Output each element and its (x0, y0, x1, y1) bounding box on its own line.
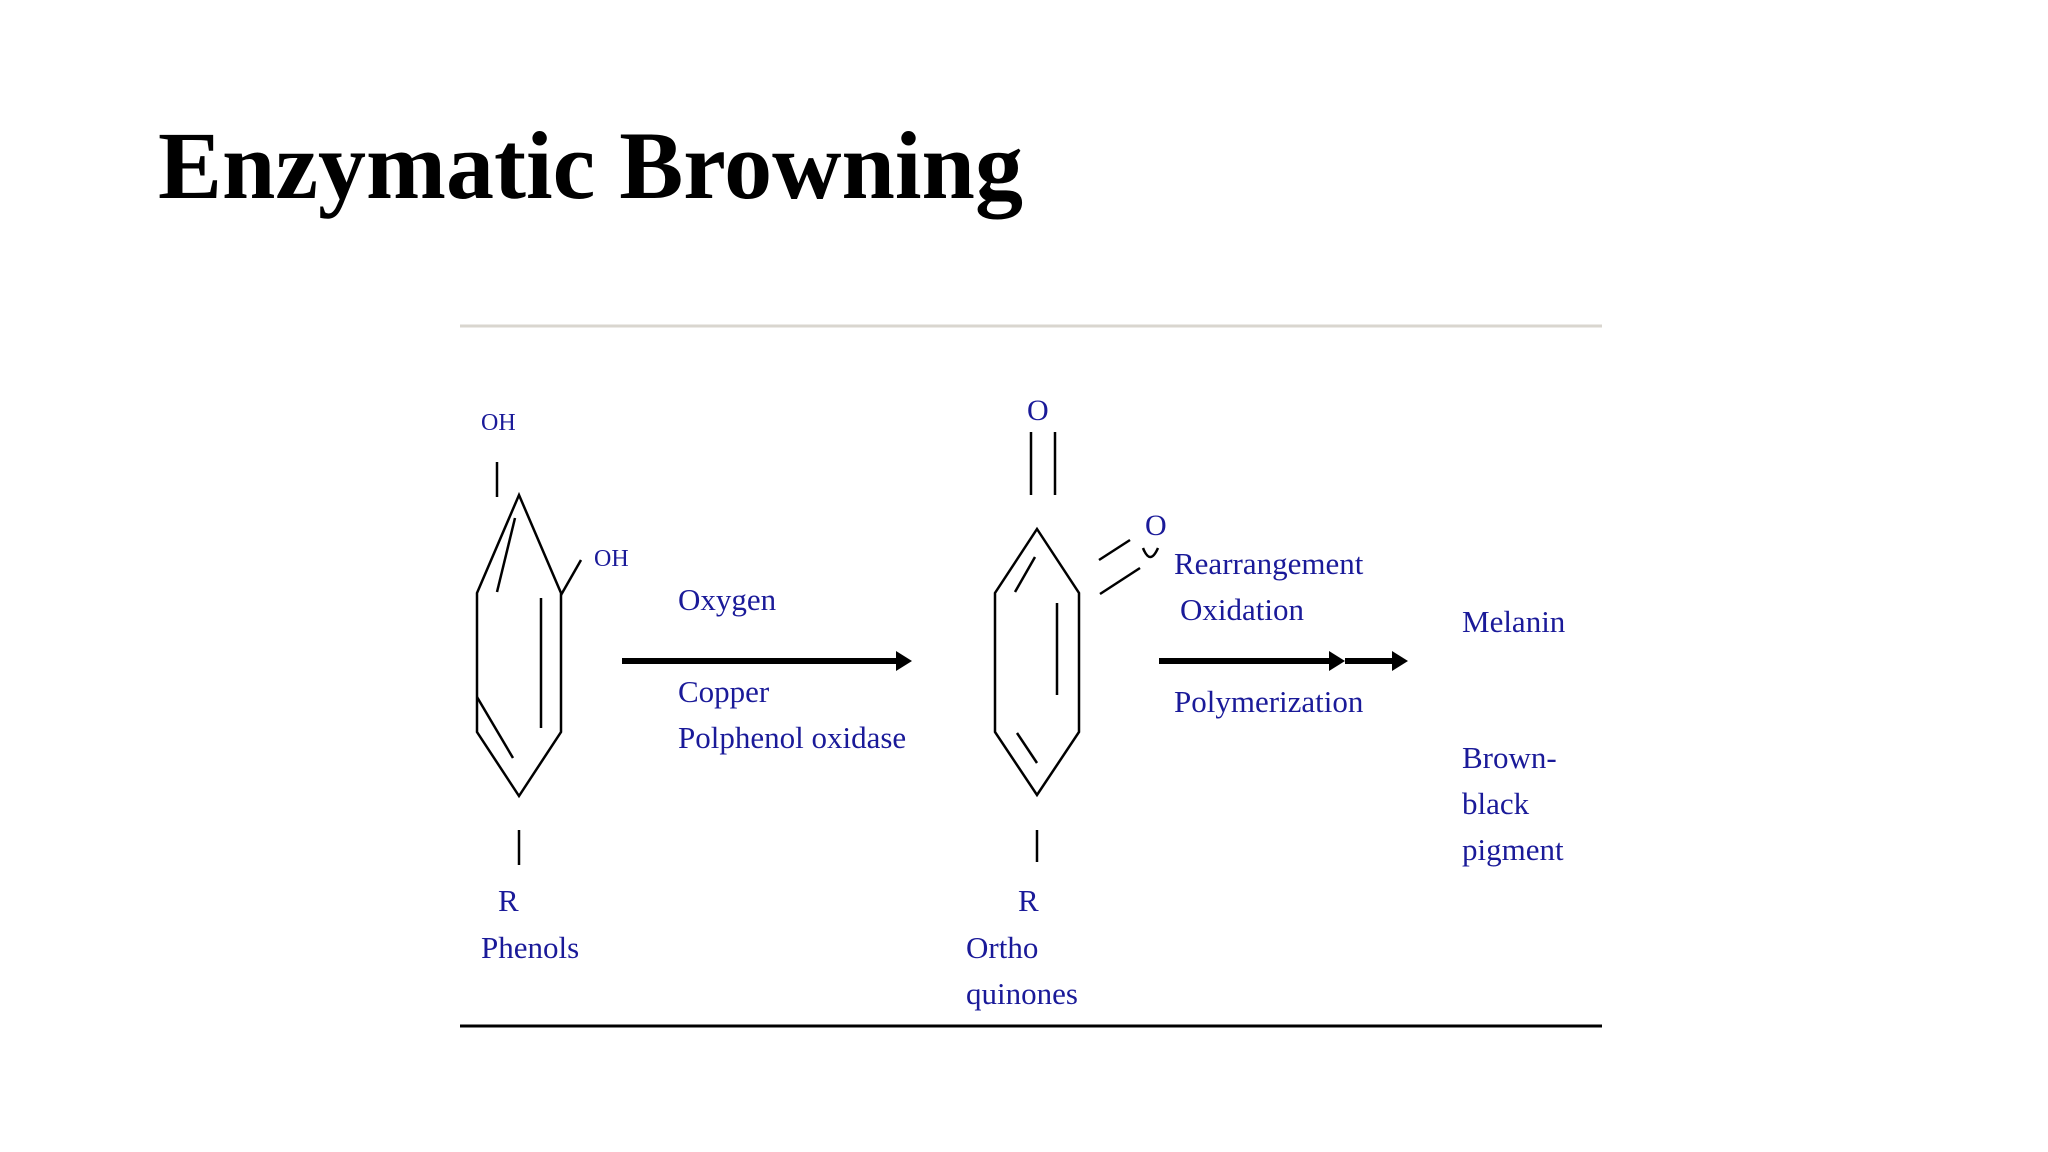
step2-above-label-1: Rearrangement (1174, 546, 1364, 581)
phenol-name: Phenols (481, 930, 580, 965)
quinone-o-side-bond-2 (1100, 568, 1140, 594)
slide-title: Enzymatic Browning (158, 112, 1023, 219)
quinone-o-side-bond-1 (1099, 540, 1130, 560)
product-name: Melanin (1462, 604, 1566, 639)
phenol-r: R (498, 883, 519, 918)
phenol-inner-bond-1 (497, 518, 515, 592)
product-desc-2: black (1462, 786, 1530, 821)
quinone-o-side-arc (1143, 548, 1158, 557)
step2-arrow (1159, 651, 1408, 671)
step1-above-label: Oxygen (678, 582, 777, 617)
step2-below-label: Polymerization (1174, 684, 1364, 719)
step1-arrow (622, 651, 912, 671)
quinone-inner-bond-1 (1015, 557, 1035, 592)
phenol-ring (477, 495, 561, 796)
quinone-inner-bond-3 (1017, 733, 1037, 763)
step1-below-label-2: Polphenol oxidase (678, 720, 907, 755)
quinone-name-2: quinones (966, 976, 1078, 1011)
phenol-oh-top: OH (481, 410, 516, 436)
product-desc-3: pigment (1462, 832, 1564, 867)
quinone-name-1: Ortho (966, 930, 1039, 965)
phenol-inner-bond-3 (477, 697, 513, 758)
quinone-r: R (1018, 883, 1039, 918)
quinone-structure (995, 432, 1158, 862)
phenol-oh-side-bond (561, 560, 581, 595)
phenol-oh-side: OH (594, 546, 629, 572)
step2-above-label-2: Oxidation (1180, 592, 1304, 627)
product-desc-1: Brown- (1462, 740, 1557, 775)
phenol-structure (477, 462, 581, 865)
quinone-o-side: O (1145, 509, 1167, 542)
quinone-o-top: O (1027, 394, 1049, 427)
quinone-ring (995, 529, 1079, 795)
step1-below-label-1: Copper (678, 674, 770, 709)
